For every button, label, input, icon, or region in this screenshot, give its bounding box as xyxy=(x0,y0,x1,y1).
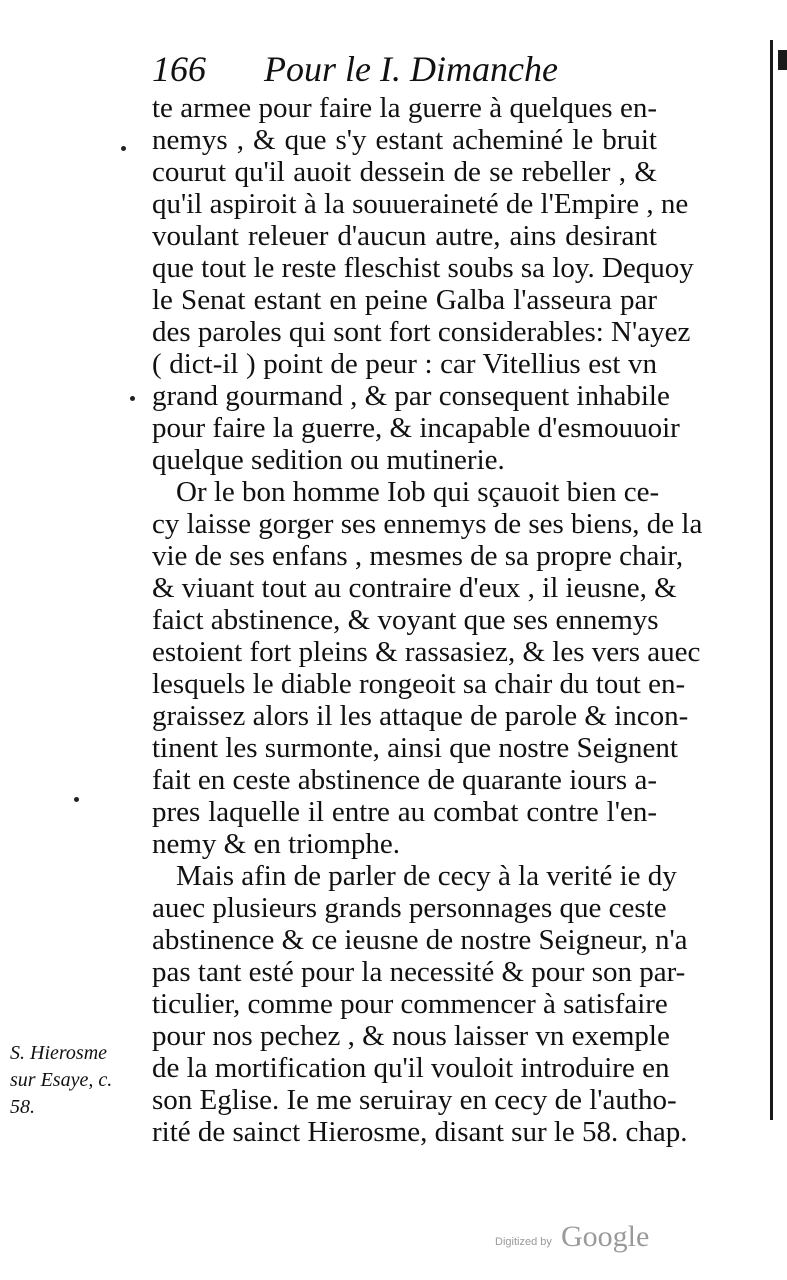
watermark-prefix: Digitized by xyxy=(495,1236,552,1248)
text-line: ( dict-il ) point de peur : car Vitellius est vn xyxy=(152,348,657,380)
ink-speck xyxy=(74,797,79,802)
text-line: son Eglise. Ie me seruiray en cecy de l'autho- xyxy=(152,1084,677,1116)
margin-note xyxy=(10,1040,140,1121)
text-line: nemys , & que s'y estant acheminé le bruit xyxy=(152,124,657,156)
text-line: qu'il aspiroit à la souueraineté de l'Empire , ne xyxy=(152,188,689,220)
text-line: & viuant tout au contraire d'eux , il ieusne, & xyxy=(152,572,677,604)
page-edge-mark xyxy=(778,50,787,70)
page-header xyxy=(152,44,572,94)
text-line: grand gourmand , & par consequent inhabile xyxy=(152,380,670,412)
text-line: vie de ses enfans , mesmes de sa propre chair, xyxy=(152,540,684,572)
text-line: pour nos pechez , & nous laisser vn exemple xyxy=(152,1020,670,1052)
body-text xyxy=(152,92,703,1148)
text-line: de la mortification qu'il vouloit introduire en xyxy=(152,1052,670,1084)
text-line: fait en ceste abstinence de quarante iours a- xyxy=(152,764,657,796)
text-line: courut qu'il auoit dessein de se rebeller , & xyxy=(152,156,657,188)
text-line: tinent les surmonte, ainsi que nostre Seignent xyxy=(152,732,678,764)
google-logo: Google xyxy=(561,1220,650,1253)
margin-note-line: 58. xyxy=(10,1096,35,1118)
ink-speck xyxy=(130,396,135,401)
text-line: auec plusieurs grands personnages que ceste xyxy=(152,892,667,924)
page-edge-shadow xyxy=(770,40,780,1120)
text-line: abstinence & ce ieusne de nostre Seigneur, n'a xyxy=(152,924,688,956)
page-number: 166 xyxy=(152,49,206,89)
text-line: Or le bon homme Iob qui sçauoit bien ce- xyxy=(176,476,660,508)
text-line: cy laisse gorger ses ennemys de ses biens, de la xyxy=(152,508,703,540)
text-line: quelque sedition ou mutinerie. xyxy=(152,444,505,476)
text-line: rité de sainct Hierosme, disant sur le 58. chap. xyxy=(152,1116,688,1148)
text-line: lesquels le diable rongeoit sa chair du tout en- xyxy=(152,668,686,700)
text-line: pas tant esté pour la necessité & pour son par- xyxy=(152,956,686,988)
text-line: estoient fort pleins & rassasiez, & les vers auec xyxy=(152,636,701,668)
margin-note-line: sur Esaye, c. xyxy=(10,1069,113,1091)
text-line: graissez alors il les attaque de parole & incon- xyxy=(152,700,689,732)
text-line: que tout le reste fleschist soubs sa loy. Dequoy xyxy=(152,252,694,284)
running-title: Pour le I. Dimanche xyxy=(264,49,558,89)
text-line: pour faire la guerre, & incapable d'esmouuoir xyxy=(152,412,680,444)
ink-speck xyxy=(121,146,126,151)
margin-note-line: S. Hierosme xyxy=(10,1042,108,1064)
text-line: voulant releuer d'aucun autre, ains desirant xyxy=(152,220,657,252)
text-line: ticulier, comme pour commencer à satisfaire xyxy=(152,988,668,1020)
text-line: pres laquelle il entre au combat contre l'en- xyxy=(152,796,657,828)
text-line: te armee pour faire la guerre à quelques en- xyxy=(152,92,657,124)
text-line: nemy & en triomphe. xyxy=(152,828,401,860)
text-line: Mais afin de parler de cecy à la verité ie dy xyxy=(176,860,677,892)
digitization-watermark xyxy=(495,1220,675,1260)
text-line: faict abstinence, & voyant que ses ennemys xyxy=(152,604,659,636)
text-line: le Senat estant en peine Galba l'asseura par xyxy=(152,284,657,316)
text-line: des paroles qui sont fort considerables: N'ayez xyxy=(152,316,691,348)
